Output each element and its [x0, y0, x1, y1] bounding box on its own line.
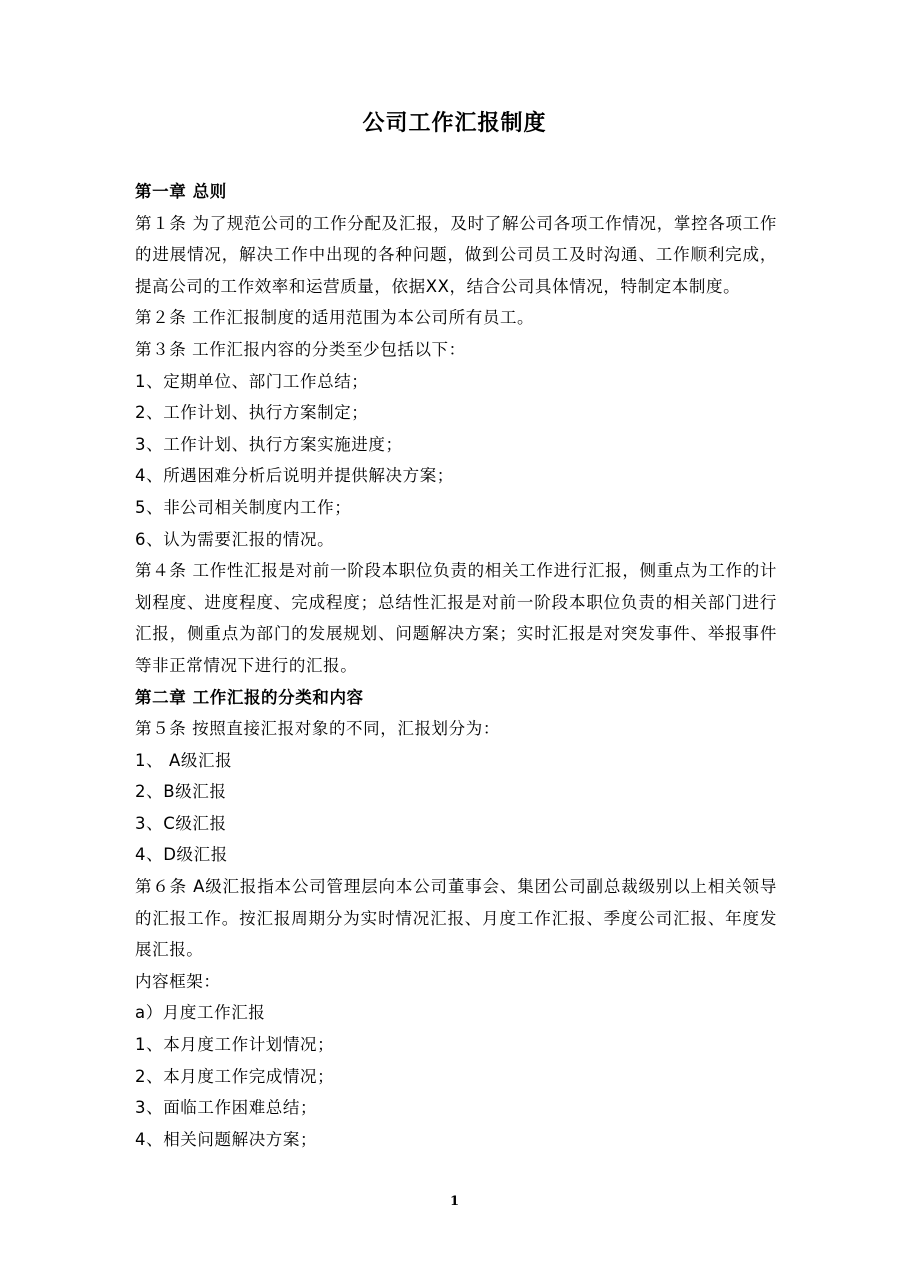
list-item: 1、本月度工作计划情况；: [135, 1035, 335, 1055]
article-line: 第３条 工作汇报内容的分类至少包括以下：: [135, 339, 466, 359]
list-item: 4、所遇困难分析后说明并提供解决方案；: [135, 466, 454, 486]
chapter-heading: 第二章 工作汇报的分类和内容: [135, 687, 364, 707]
list-item: 1、定期单位、部门工作总结；: [135, 371, 369, 391]
list-item: 4、相关问题解决方案；: [135, 1129, 318, 1149]
list-item: 2、本月度工作完成情况；: [135, 1066, 335, 1086]
list-item: 2、B级汇报: [135, 782, 227, 802]
article-line: 第５条 按照直接汇报对象的不同，汇报划分为：: [135, 719, 500, 739]
list-item: 3、C级汇报: [135, 813, 227, 833]
page-number: 1: [449, 1194, 460, 1209]
article-paragraph: 第４条 工作性汇报是对前一阶段本职位负责的相关工作进行汇报，侧重点为工作的计划程度、进度程度、完成程度；总结性汇报是对前一阶段本职位负责的相关部门进行汇报，侧重点为部门的发展规划、问题解决方案；实时汇报是对突发事件、举报事件等非正常情况下进行的汇报。: [135, 561, 777, 675]
list-item: 2、工作计划、执行方案制定；: [135, 403, 369, 423]
article-paragraph: 第１条 为了规范公司的工作分配及汇报，及时了解公司各项工作情况，掌控各项工作的进展情况，解决工作中出现的各种问题，做到公司员工及时沟通、工作顺利完成，提高公司的工作效率和运营质量，依据XX，结合公司具体情况，特制定本制度。: [135, 213, 777, 296]
article-line: 第２条 工作汇报制度的适用范围为本公司所有员工。: [135, 308, 535, 328]
document-title: 公司工作汇报制度: [362, 111, 547, 136]
subsection-label: a）月度工作汇报: [135, 1003, 266, 1023]
list-item: 3、工作计划、执行方案实施进度；: [135, 434, 403, 454]
document-body: [135, 176, 777, 1155]
chapter-heading: 第一章 总则: [135, 182, 227, 201]
list-item: 4、D级汇报: [135, 845, 228, 865]
article-paragraph: 第６条 A级汇报指本公司管理层向本公司董事会、集团公司副总裁级别以上相关领导的汇报工作。按汇报周期分为实时情况汇报、月度工作汇报、季度公司汇报、年度发展汇报。: [135, 877, 777, 960]
list-item: 5、非公司相关制度内工作；: [135, 497, 352, 517]
section-label: 内容框架：: [135, 971, 221, 991]
list-item: 3、面临工作困难总结；: [135, 1098, 318, 1118]
list-item: 1、 A级汇报: [135, 750, 233, 770]
list-item: 6、认为需要汇报的情况。: [135, 529, 335, 549]
